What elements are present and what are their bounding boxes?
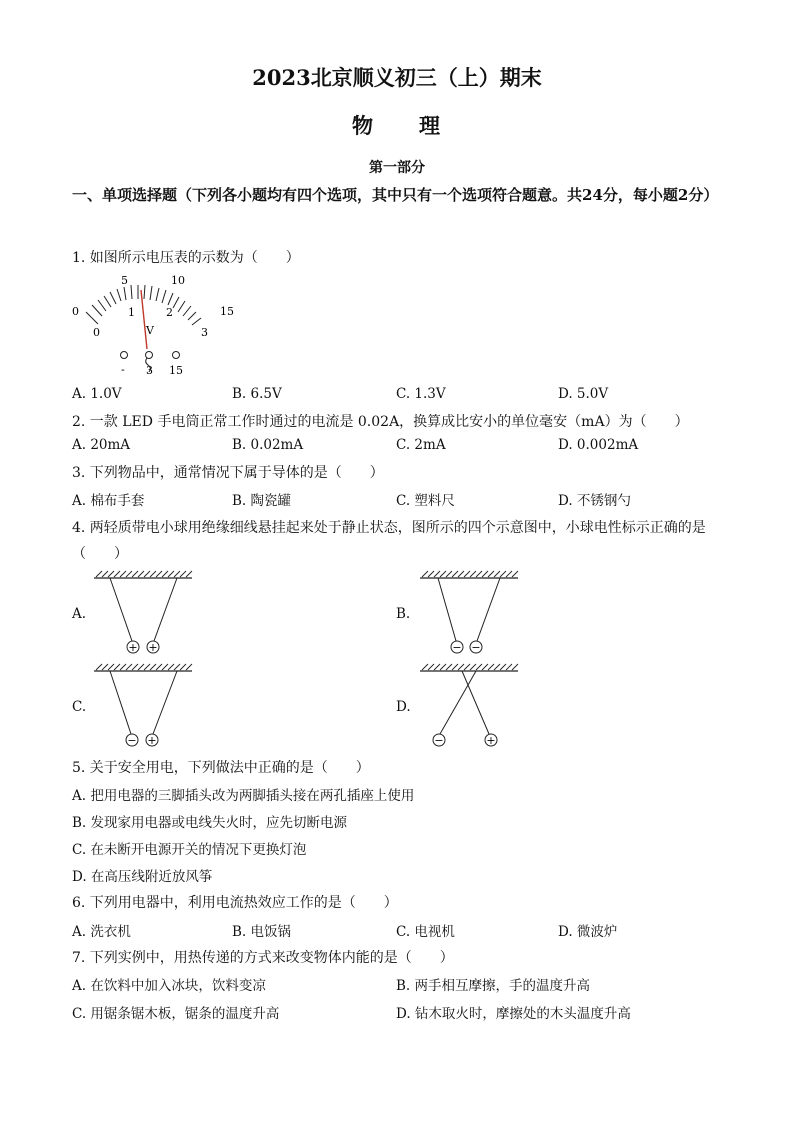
q1-option-b: B. 6.5V <box>232 386 282 402</box>
q7-option-c: C. 用锯条锯木板，锯条的温度升高 <box>72 1006 280 1022</box>
terminal-label-15: 15 <box>169 364 183 377</box>
q4-label-c: C. <box>72 699 87 715</box>
q7-option-a: A. 在饮料中加入冰块，饮料变凉 <box>72 978 266 994</box>
terminal-label-negative: - <box>121 363 125 376</box>
q1-option-a: A. 1.0V <box>72 386 122 402</box>
lower-scale-0: 0 <box>93 326 100 339</box>
part-heading: 第一部分 <box>369 160 425 176</box>
subject-char-1: 物 <box>352 113 375 138</box>
charge-c-right: + <box>147 734 157 747</box>
question-5: 5. 关于安全用电，下列做法中正确的是（ ） <box>72 760 370 776</box>
meter-unit: V <box>146 324 154 337</box>
q4-figure-d <box>418 661 522 751</box>
question-1: 1. 如图所示电压表的示数为（ ） <box>72 250 300 266</box>
upper-scale-5: 5 <box>121 274 128 287</box>
q4-label-a: A. <box>72 606 87 622</box>
q7-option-d: D. 钻木取火时，摩擦处的木头温度升高 <box>396 1006 631 1022</box>
q3-option-a: A. 棉布手套 <box>72 493 145 509</box>
terminal-3 <box>146 352 153 359</box>
page-title: 2023北京顺义初三（上）期末 <box>252 65 542 90</box>
q4-label-d: D. <box>396 699 411 715</box>
q5-option-a: A. 把用电器的三脚插头改为两脚插头接在两孔插座上使用 <box>72 788 415 804</box>
charge-a-right: + <box>148 641 158 654</box>
question-3: 3. 下列物品中，通常情况下属于导体的是（ ） <box>72 465 384 481</box>
q1-option-c: C. 1.3V <box>396 386 446 402</box>
q3-option-b: B. 陶瓷罐 <box>232 493 292 509</box>
voltmeter-figure <box>68 270 248 382</box>
question-4: 4. 两轻质带电小球用绝缘细线悬挂起来处于静止状态，图所示的四个示意图中，小球电性标示正确的是 <box>72 520 706 536</box>
q6-option-b: B. 电饭锅 <box>232 924 292 940</box>
charge-d-left: − <box>434 734 444 747</box>
upper-scale-10: 10 <box>171 274 185 287</box>
q5-option-d: D. 在高压线附近放风筝 <box>72 869 213 885</box>
q1-option-d: D. 5.0V <box>558 386 609 402</box>
q4-figure-c <box>92 661 196 751</box>
q4-label-b: B. <box>396 606 411 622</box>
lower-scale-1: 1 <box>128 306 135 319</box>
section-heading: 一、单项选择题（下列各小题均有四个选项，其中只有一个选项符合题意。共24分，每小题2分） <box>72 186 719 204</box>
charge-b-right: − <box>471 641 481 654</box>
question-7: 7. 下列实例中，用热传递的方式来改变物体内能的是（ ） <box>72 950 454 966</box>
terminal-negative <box>121 352 128 359</box>
charge-a-left: + <box>128 641 138 654</box>
terminal-15 <box>173 352 180 359</box>
q3-option-c: C. 塑料尺 <box>396 493 455 509</box>
q5-option-b: B. 发现家用电器或电线失火时，应先切断电源 <box>72 815 348 831</box>
q6-option-d: D. 微波炉 <box>558 924 618 940</box>
subject-char-2: 理 <box>419 113 442 138</box>
q5-option-c: C. 在未断开电源开关的情况下更换灯泡 <box>72 842 307 858</box>
q6-option-a: A. 洗衣机 <box>72 924 131 940</box>
q7-option-b: B. 两手相互摩擦，手的温度升高 <box>396 978 591 994</box>
charge-b-left: − <box>452 641 462 654</box>
subject-title <box>0 110 794 140</box>
upper-scale-0: 0 <box>72 305 79 318</box>
q4-figure-b <box>418 568 522 658</box>
upper-scale-15: 15 <box>220 305 234 318</box>
lower-scale-3: 3 <box>201 326 208 339</box>
charge-c-left: − <box>127 734 137 747</box>
question-4-bracket: （ ） <box>72 546 128 562</box>
question-2: 2. 一款 LED 手电筒正常工作时通过的电流是 0.02A，换算成比安小的单位毫安（mA）为（ ） <box>72 414 689 430</box>
q2-option-b: B. 0.02mA <box>232 437 304 453</box>
charge-d-right: + <box>486 734 496 747</box>
q3-option-d: D. 不锈钢勺 <box>558 493 631 509</box>
q2-option-d: D. 0.002mA <box>558 437 639 453</box>
q2-option-c: C. 2mA <box>396 437 446 453</box>
q6-option-c: C. 电视机 <box>396 924 455 940</box>
lower-scale-2: 2 <box>166 306 173 319</box>
question-6: 6. 下列用电器中，利用电流热效应工作的是（ ） <box>72 895 398 911</box>
q2-option-a: A. 20mA <box>72 437 131 453</box>
q4-figure-a <box>92 568 196 658</box>
terminal-label-3: 3 <box>146 364 153 377</box>
